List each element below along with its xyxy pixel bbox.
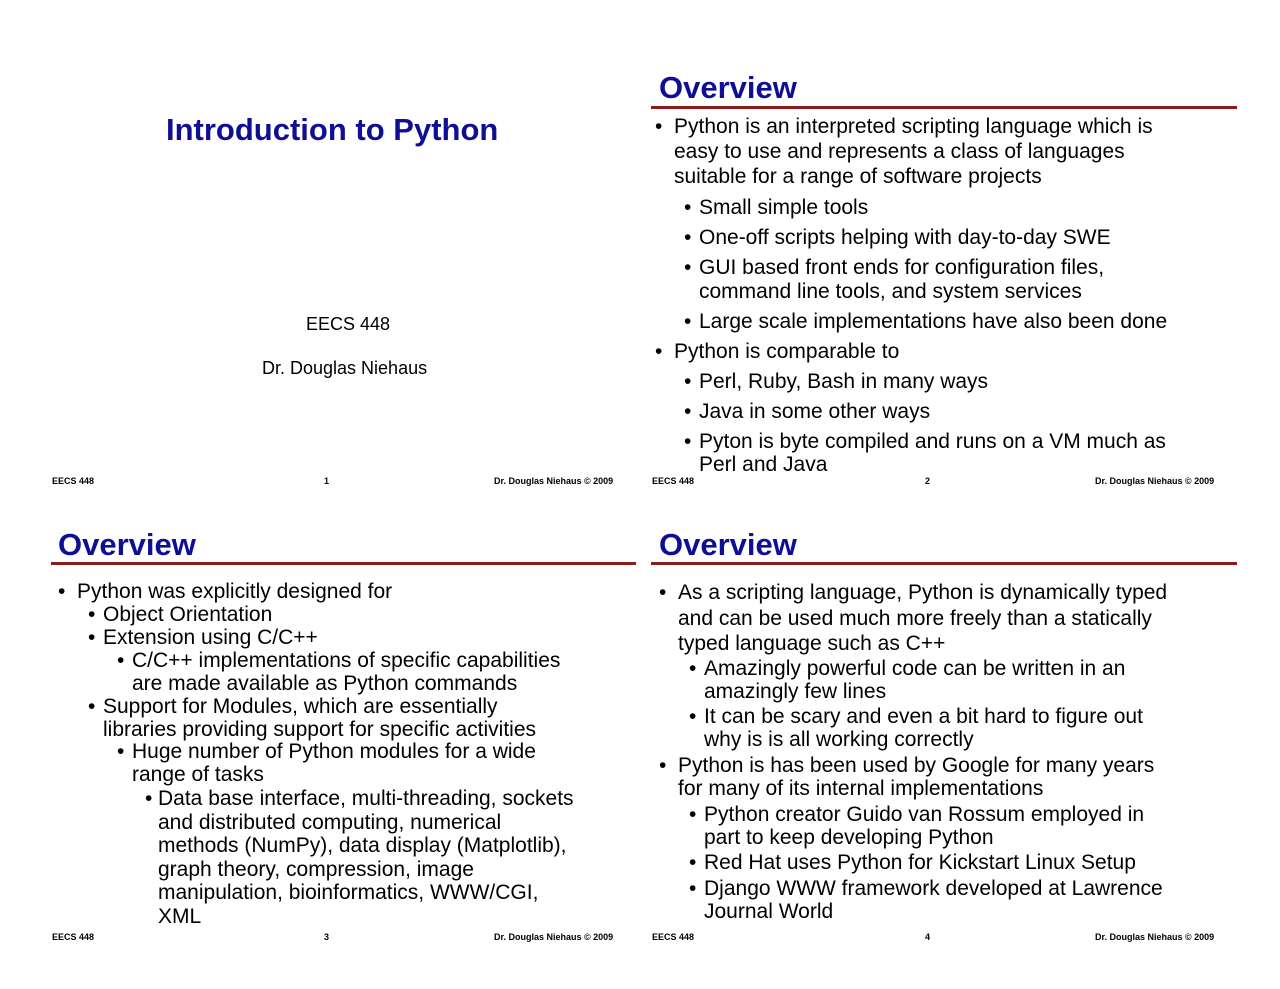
slide-2-footer-author: Dr. Douglas Niehaus © 2009 bbox=[1095, 476, 1215, 486]
bullet-line: Python creator Guido van Rossum employed in bbox=[704, 803, 1145, 826]
bullet-line: Python is has been used by Google for many years bbox=[678, 754, 1155, 777]
slide-3-footer-page: 3 bbox=[324, 932, 330, 942]
bullet-dot: • bbox=[684, 196, 692, 219]
bullet-line: Small simple tools bbox=[699, 196, 869, 219]
slide-1-course: EECS 448 bbox=[306, 314, 391, 334]
bullet-dot: • bbox=[655, 340, 663, 363]
bullet-line: easy to use and represents a class of languages bbox=[674, 140, 1125, 163]
slide-4-title: Overview bbox=[659, 527, 797, 562]
bullet-dot: • bbox=[88, 695, 96, 718]
slide-4-footer-page: 4 bbox=[925, 932, 931, 942]
bullet-line: Data base interface, multi-threading, sockets bbox=[158, 787, 574, 810]
bullet-line: Django WWW framework developed at Lawrence bbox=[704, 877, 1163, 900]
bullet-line: amazingly few lines bbox=[704, 680, 887, 703]
bullet-line: GUI based front ends for configuration files, bbox=[699, 256, 1105, 279]
slide-2-footer-course: EECS 448 bbox=[652, 476, 695, 486]
slide-1-footer-course: EECS 448 bbox=[52, 476, 95, 486]
bullet-dot: • bbox=[684, 400, 692, 423]
bullet-line: part to keep developing Python bbox=[704, 826, 994, 849]
slide-1-footer-author: Dr. Douglas Niehaus © 2009 bbox=[494, 476, 614, 486]
bullet-dot: • bbox=[689, 705, 697, 728]
bullet-dot: • bbox=[659, 754, 667, 777]
bullet-dot: • bbox=[689, 851, 697, 874]
bullet-dot: • bbox=[684, 226, 692, 249]
bullet-line: Perl, Ruby, Bash in many ways bbox=[699, 370, 989, 393]
bullet-line: Python is an interpreted scripting language which is bbox=[674, 115, 1153, 138]
bullet-line: Large scale implementations have also been done bbox=[699, 310, 1168, 333]
bullet-dot: • bbox=[117, 740, 125, 763]
bullet-dot: • bbox=[655, 115, 663, 138]
slide-1 bbox=[0, 0, 640, 494]
bullet-line: and distributed computing, numerical bbox=[158, 810, 502, 834]
bullet-line: Red Hat uses Python for Kickstart Linux Setup bbox=[704, 851, 1136, 874]
bullet-line: Journal World bbox=[704, 900, 834, 923]
slide-1-author: Dr. Douglas Niehaus bbox=[262, 358, 428, 378]
bullet-line: As a scripting language, Python is dynamically typed bbox=[678, 581, 1168, 604]
slide-2-title-rule bbox=[651, 106, 1237, 109]
bullet-line: Java in some other ways bbox=[699, 400, 931, 423]
bullet-line: Pyton is byte compiled and runs on a VM much as bbox=[699, 430, 1166, 453]
bullet-line: typed language such as C++ bbox=[678, 632, 946, 655]
bullet-dot: • bbox=[689, 657, 697, 680]
bullet-line: C/C++ implementations of specific capabilities bbox=[132, 649, 561, 672]
bullet-line: Python is comparable to bbox=[674, 340, 900, 363]
bullet-dot: • bbox=[684, 310, 692, 333]
bullet-line: suitable for a range of software projects bbox=[674, 165, 1042, 188]
bullet-line: Amazingly powerful code can be written in an bbox=[704, 657, 1126, 680]
bullet-dot: • bbox=[145, 787, 153, 810]
bullet-line: One-off scripts helping with day-to-day SWE bbox=[699, 226, 1111, 249]
bullet-line: manipulation, bioinformatics, WWW/CGI, bbox=[158, 881, 539, 904]
slide-3-title: Overview bbox=[58, 527, 196, 562]
bullet-line: range of tasks bbox=[132, 763, 264, 786]
slide-2-title: Overview bbox=[659, 70, 797, 105]
bullet-dot: • bbox=[684, 370, 692, 393]
bullet-line: Support for Modules, which are essentially bbox=[103, 695, 498, 718]
slide-3 bbox=[0, 494, 640, 989]
bullet-line: XML bbox=[158, 904, 202, 928]
slide-3-title-rule bbox=[51, 562, 636, 565]
slide-4 bbox=[640, 494, 1280, 989]
bullet-line: for many of its internal implementations bbox=[678, 777, 1044, 800]
bullet-line: methods (NumPy), data display (Matplotlib), bbox=[158, 834, 567, 857]
slide-3-footer-course: EECS 448 bbox=[52, 932, 95, 942]
slide-1-footer-page: 1 bbox=[324, 476, 330, 486]
bullet-dot: • bbox=[117, 649, 125, 672]
slide-1-title: Introduction to Python bbox=[166, 112, 499, 147]
bullet-dot: • bbox=[88, 603, 96, 626]
bullet-dot: • bbox=[58, 580, 66, 603]
slide-2 bbox=[640, 0, 1280, 494]
bullet-dot: • bbox=[88, 626, 96, 649]
bullet-line: Huge number of Python modules for a wide bbox=[132, 740, 536, 763]
bullet-line: why is is all working correctly bbox=[704, 728, 974, 751]
bullet-line: Object Orientation bbox=[103, 603, 273, 626]
bullet-dot: • bbox=[659, 581, 667, 604]
bullet-line: and can be used much more freely than a statically bbox=[678, 606, 1152, 630]
bullet-dot: • bbox=[684, 430, 692, 453]
bullet-line: graph theory, compression, image bbox=[158, 857, 474, 881]
bullet-line: Extension using C/C++ bbox=[103, 626, 318, 649]
bullet-line: Perl and Java bbox=[699, 453, 828, 476]
slide-2-footer-page: 2 bbox=[925, 476, 931, 486]
bullet-line: are made available as Python commands bbox=[132, 672, 518, 695]
bullet-line: It can be scary and even a bit hard to figure out bbox=[704, 705, 1143, 728]
bullet-dot: • bbox=[684, 256, 692, 279]
slide-4-title-rule bbox=[651, 562, 1237, 565]
bullet-line: command line tools, and system services bbox=[699, 280, 1082, 303]
bullet-dot: • bbox=[689, 803, 697, 826]
slide-4-footer-author: Dr. Douglas Niehaus © 2009 bbox=[1095, 932, 1215, 942]
slide-3-footer-author: Dr. Douglas Niehaus © 2009 bbox=[494, 932, 614, 942]
slide-4-footer-course: EECS 448 bbox=[652, 932, 695, 942]
bullet-dot: • bbox=[689, 877, 697, 900]
bullet-line: libraries providing support for specific activities bbox=[103, 718, 537, 741]
bullet-line: Python was explicitly designed for bbox=[77, 580, 393, 603]
